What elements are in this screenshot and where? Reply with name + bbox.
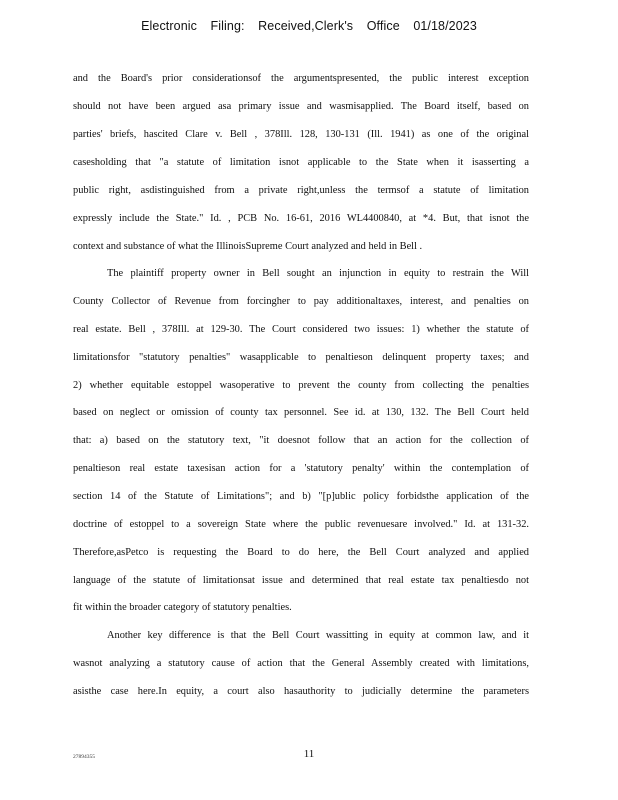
text-line: doctrine of estoppel to a sovereign State where the public revenuesare involved." Id. at 131-32. [73, 519, 529, 530]
text-line: penaltieson real estate taxesisan action for a 'statutory penalty' within the contemplation of [73, 463, 529, 474]
text-line: County Collector of Revenue from forcingher to pay additionaltaxes, interest, and penalties on [73, 296, 529, 307]
text-line: and the Board's prior considerationsof the argumentspresented, the public interest exception [73, 73, 529, 84]
text-line: section 14 of the Statute of Limitations"; and b) "[p]ublic policy forbidsthe application of the [73, 491, 529, 502]
text-line: real estate. Bell , 378Ill. at 129-30. The Court considered two issues: 1) whether the statute of [73, 324, 529, 335]
text-line: language of the statute of limitationsat issue and determined that real estate tax penaltiesdo not [73, 575, 529, 586]
paragraph-first-line: The plaintiff property owner in Bell sought an injunction in equity to restrain the Will [107, 268, 529, 279]
text-line: context and substance of what the IllinoisSupreme Court analyzed and held in Bell . [73, 241, 423, 252]
page-number: 11 [303, 748, 315, 760]
document-id: 27894355 [73, 754, 95, 760]
text-line: parties' briefs, hascited Clare v. Bell , 378Ill. 128, 130-131 (Ill. 1941) as one of the original [73, 129, 529, 140]
text-line: should not have been argued asa primary issue and wasmisapplied. The Board itself, based on [73, 101, 529, 112]
text-line: casesholding that "a statute of limitation isnot applicable to the State when it isasserting a [73, 157, 529, 168]
text-line: based on neglect or omission of county tax personnel. See id. at 130, 132. The Bell Court held [73, 407, 529, 418]
text-line: public right, asdistinguished from a private right,unless the termsof a statute of limitation [73, 185, 529, 196]
filing-header: Electronic Filing: Received,Clerk's Office 01/18/2023 [141, 19, 477, 33]
text-line: fit within the broader category of statutory penalties. [73, 602, 292, 613]
text-line: Therefore,asPetco is requesting the Board to do here, the Bell Court analyzed and applied [73, 547, 529, 558]
text-line: wasnot analyzing a statutory cause of action that the General Assembly created with limitations, [73, 658, 529, 669]
text-line: expressly include the State." Id. , PCB No. 16-61, 2016 WL4400840, at *4. But, that isnot the [73, 213, 529, 224]
text-line: limitationsfor "statutory penalties" wasapplicable to penaltieson delinquent property taxes; and [73, 352, 529, 363]
paragraph-first-line: Another key difference is that the Bell Court wassitting in equity at common law, and it [107, 630, 529, 641]
text-line: 2) whether equitable estoppel wasoperative to prevent the county from collecting the penalties [73, 380, 529, 391]
text-line: that: a) based on the statutory text, "it doesnot follow that an action for the collection of [73, 435, 529, 446]
text-line: asisthe case here.In equity, a court also hasauthority to judicially determine the parameters [73, 686, 529, 697]
